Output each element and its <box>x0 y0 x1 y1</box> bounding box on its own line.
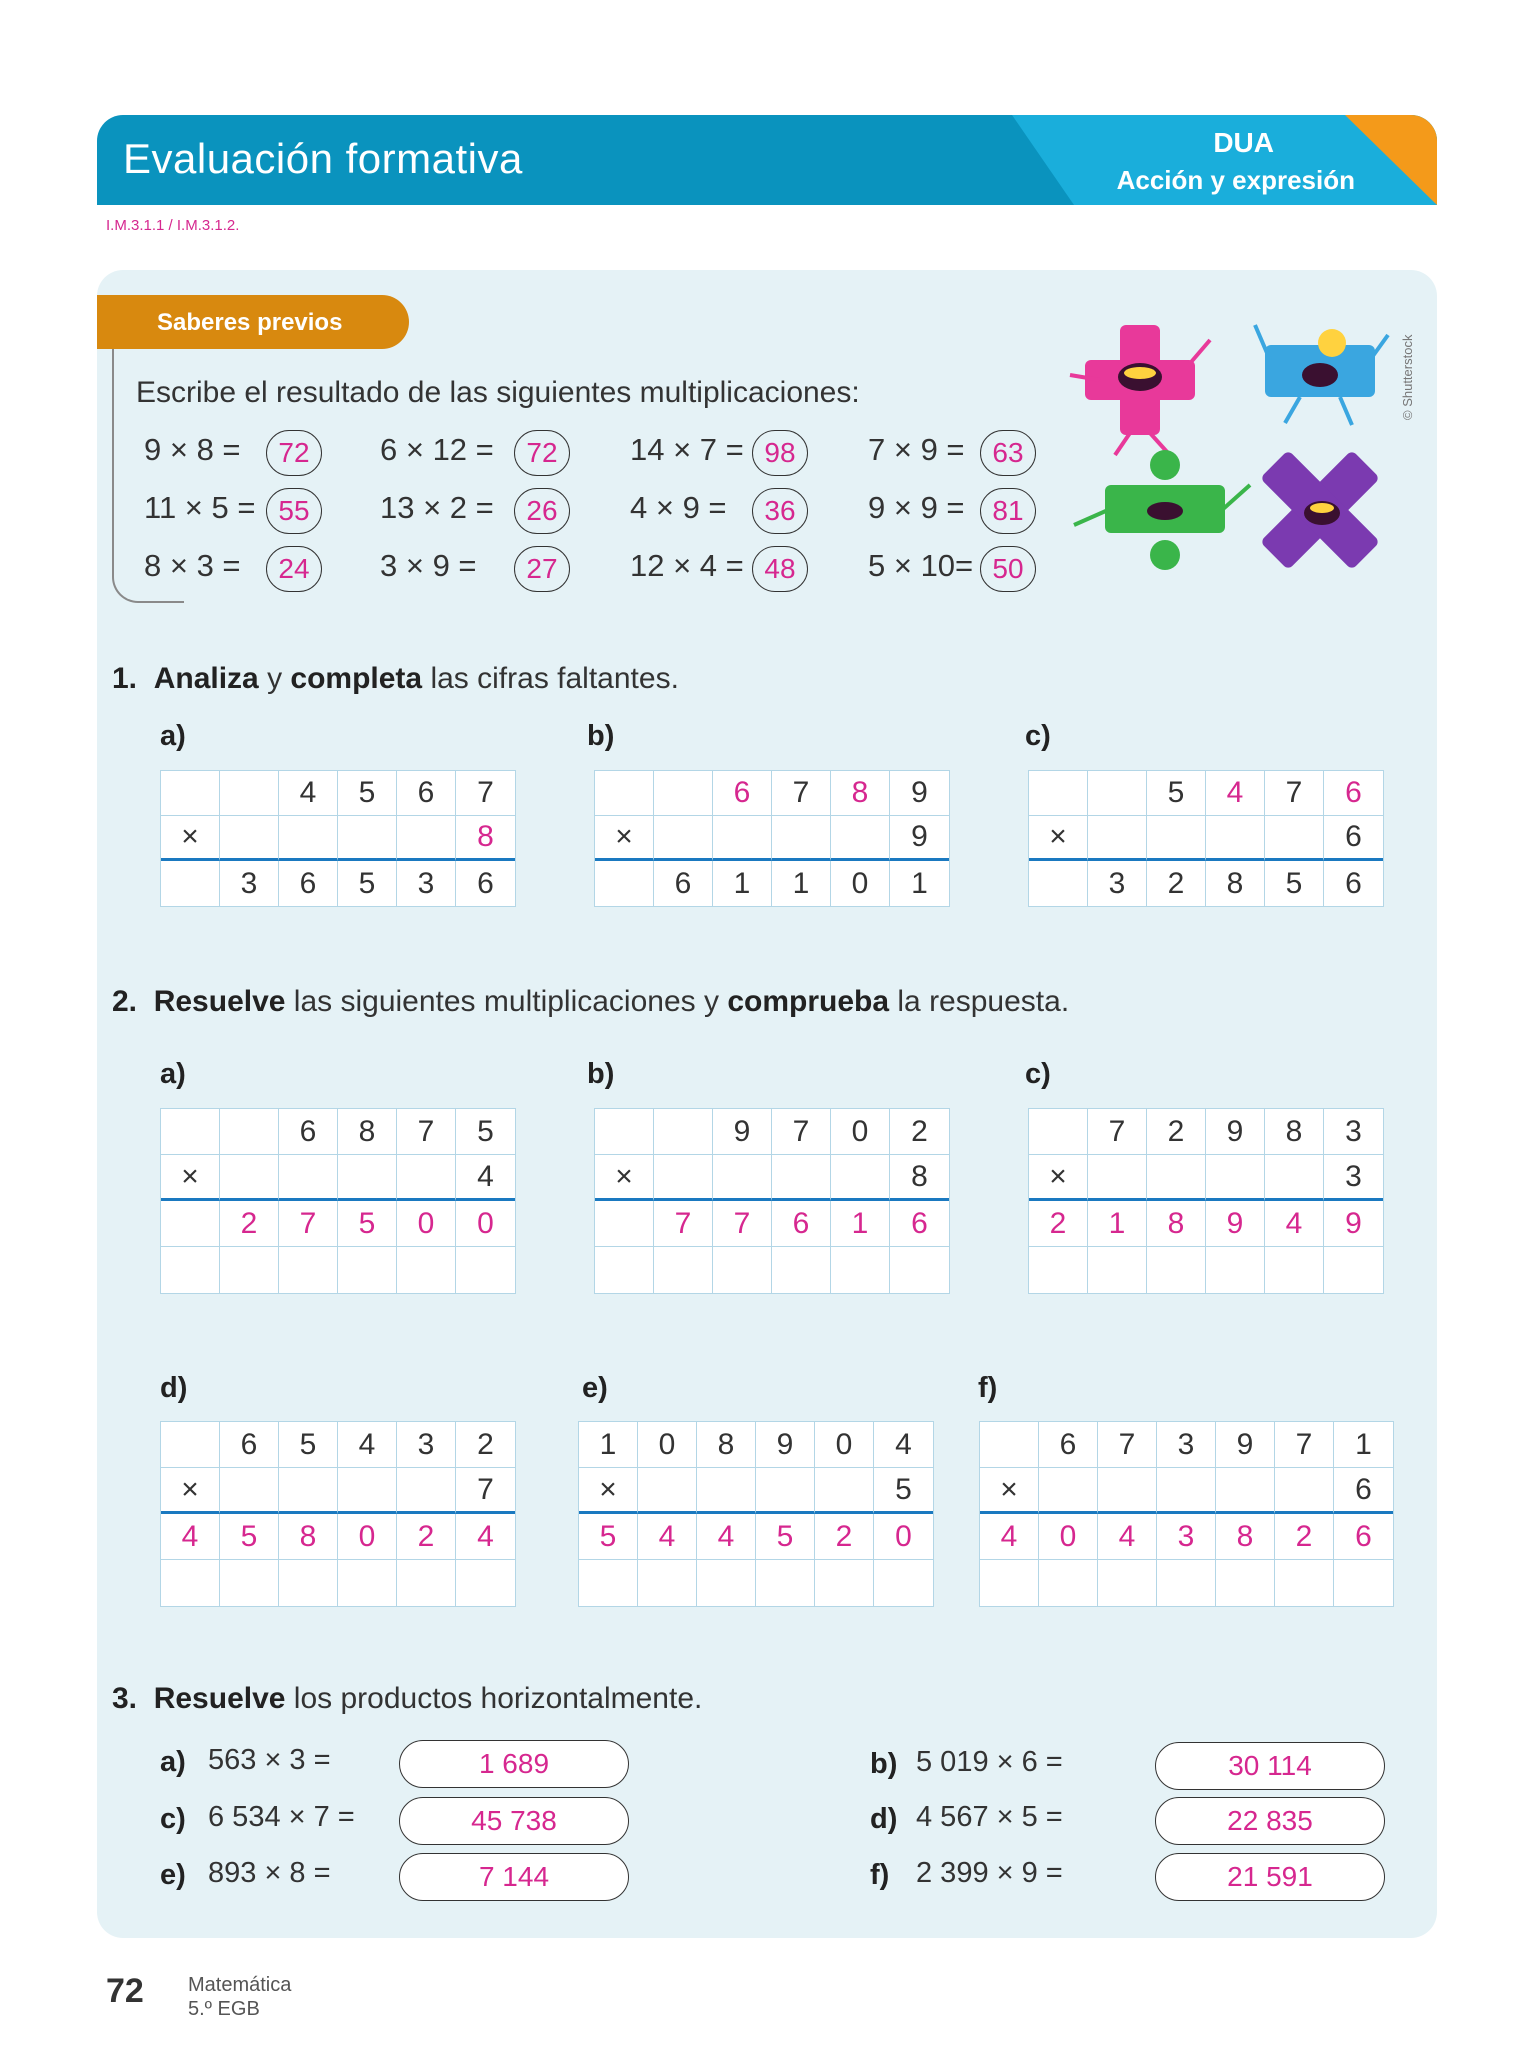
digit-cell <box>772 1155 831 1201</box>
q3-answer-field[interactable]: 30 114 <box>1155 1742 1385 1790</box>
digit-cell: 5 <box>756 1514 815 1560</box>
digit-cell: 4 <box>1206 771 1265 816</box>
digit-cell <box>1265 1155 1324 1201</box>
digit-cell: 6 <box>1334 1468 1393 1514</box>
saberes-expression: 8 × 3 = <box>144 548 241 583</box>
q3-item-expression: 6 534 × 7 = <box>208 1801 355 1833</box>
q3-item-expression: 4 567 × 5 = <box>916 1801 1063 1833</box>
grid-q2-d <box>160 1421 516 1607</box>
digit-cell: 3 <box>397 1422 456 1468</box>
digit-cell <box>161 1109 220 1155</box>
multiply-sign: × <box>1029 816 1088 861</box>
digit-cell: 9 <box>890 816 949 861</box>
digit-cell: 0 <box>1039 1514 1098 1560</box>
digit-cell <box>815 1468 874 1514</box>
digit-cell: 4 <box>697 1514 756 1560</box>
digit-cell: 6 <box>1334 1514 1393 1560</box>
digit-cell <box>338 1560 397 1606</box>
digit-cell <box>279 1468 338 1514</box>
digit-cell <box>220 1247 279 1293</box>
q1-label-a: a) <box>160 720 186 752</box>
q3-answer-field[interactable]: 7 144 <box>399 1853 629 1901</box>
saberes-expression: 13 × 2 = <box>380 490 494 525</box>
digit-cell: 2 <box>397 1514 456 1560</box>
digit-cell: 4 <box>980 1514 1039 1560</box>
q1-number: 1. <box>112 662 138 695</box>
digit-cell <box>638 1468 697 1514</box>
digit-cell: 8 <box>279 1514 338 1560</box>
digit-cell: 8 <box>456 816 515 861</box>
q3-number: 3. <box>112 1682 138 1715</box>
digit-cell <box>980 1560 1039 1606</box>
saberes-answer-pill: 36 <box>752 488 808 534</box>
question-3-title <box>112 1682 702 1716</box>
digit-cell <box>220 1468 279 1514</box>
digit-cell <box>161 1422 220 1468</box>
grid-q1-c <box>1028 770 1384 907</box>
digit-cell: 0 <box>638 1422 697 1468</box>
q2-label-a: a) <box>160 1058 186 1090</box>
digit-cell: 5 <box>1147 771 1206 816</box>
digit-cell: 8 <box>1265 1109 1324 1155</box>
digit-cell <box>1275 1560 1334 1606</box>
digit-cell <box>713 1247 772 1293</box>
q3-item-expression: 2 399 × 9 = <box>916 1857 1063 1889</box>
saberes-expression: 4 × 9 = <box>630 490 727 525</box>
digit-cell <box>1147 1247 1206 1293</box>
digit-cell: 3 <box>1324 1155 1383 1201</box>
digit-cell: 6 <box>654 861 713 906</box>
digit-cell <box>1147 816 1206 861</box>
digit-cell: 3 <box>397 861 456 906</box>
digit-cell <box>279 1247 338 1293</box>
q3-item-expression: 893 × 8 = <box>208 1857 331 1889</box>
saberes-answer-pill: 98 <box>752 430 808 476</box>
digit-cell <box>874 1560 933 1606</box>
digit-cell: 8 <box>831 771 890 816</box>
digit-cell: 5 <box>456 1109 515 1155</box>
saberes-answer-pill: 50 <box>980 546 1036 592</box>
digit-cell: 3 <box>1157 1422 1216 1468</box>
saberes-expression: 5 × 10= <box>868 548 974 583</box>
digit-cell <box>456 1560 515 1606</box>
digit-cell: 0 <box>456 1201 515 1247</box>
digit-cell: 3 <box>1088 861 1147 906</box>
digit-cell: 2 <box>1147 1109 1206 1155</box>
q2-rest: la respuesta. <box>889 985 1070 1018</box>
grid-q2-c <box>1028 1108 1384 1294</box>
multiply-sign: × <box>579 1468 638 1514</box>
digit-cell <box>756 1560 815 1606</box>
digit-cell <box>161 1560 220 1606</box>
digit-cell: 6 <box>279 861 338 906</box>
q3-answer-field[interactable]: 45 738 <box>399 1797 629 1845</box>
q3-item-label: e) <box>160 1859 186 1891</box>
digit-cell <box>638 1560 697 1606</box>
saberes-answer-pill: 27 <box>514 546 570 592</box>
digit-cell <box>980 1422 1039 1468</box>
digit-cell: 1 <box>1334 1422 1393 1468</box>
digit-cell <box>279 1560 338 1606</box>
digit-cell <box>713 816 772 861</box>
curriculum-indicators: I.M.3.1.1 / I.M.3.1.2. <box>106 217 240 234</box>
q2-label-e: e) <box>582 1372 608 1404</box>
digit-cell <box>595 1109 654 1155</box>
digit-cell: 6 <box>713 771 772 816</box>
digit-cell: 4 <box>1098 1514 1157 1560</box>
digit-cell <box>1324 1247 1383 1293</box>
digit-cell: 5 <box>338 861 397 906</box>
pink-plus-monster-icon <box>1070 325 1210 455</box>
image-credit: © Shutterstock <box>1400 334 1415 420</box>
footer-grade: 5.º EGB <box>188 1998 260 2020</box>
saberes-previos-label: Saberes previos <box>157 309 343 336</box>
q2-label-d: d) <box>160 1372 188 1404</box>
saberes-expression: 9 × 8 = <box>144 432 241 467</box>
digit-cell: 8 <box>1216 1514 1275 1560</box>
saberes-previos-tab <box>97 295 409 349</box>
digit-cell <box>831 1247 890 1293</box>
digit-cell: 8 <box>1206 861 1265 906</box>
green-divide-monster-icon <box>1074 450 1250 570</box>
saberes-expression: 14 × 7 = <box>630 432 744 467</box>
digit-cell <box>161 1201 220 1247</box>
digit-cell <box>831 1155 890 1201</box>
q1-verb-analiza: Analiza <box>153 662 259 695</box>
digit-cell: 0 <box>831 861 890 906</box>
grid-q2-e <box>578 1421 934 1607</box>
saberes-answer-pill: 81 <box>980 488 1036 534</box>
q2-verb-comprueba: comprueba <box>727 985 890 1018</box>
digit-cell <box>1265 816 1324 861</box>
q2-connector: las siguientes multiplicaciones y <box>285 985 728 1018</box>
digit-cell: 4 <box>1265 1201 1324 1247</box>
digit-cell <box>697 1560 756 1606</box>
dua-subtitle: Acción y expresión <box>1116 165 1355 195</box>
digit-cell <box>1206 816 1265 861</box>
digit-cell: 9 <box>1206 1201 1265 1247</box>
digit-cell: 2 <box>1147 861 1206 906</box>
digit-cell: 1 <box>713 861 772 906</box>
digit-cell <box>815 1560 874 1606</box>
q2-label-c: c) <box>1025 1058 1051 1090</box>
digit-cell: 9 <box>1216 1422 1275 1468</box>
digit-cell <box>1157 1468 1216 1514</box>
grid-q2-f <box>979 1421 1394 1607</box>
digit-cell: 4 <box>279 771 338 816</box>
digit-cell: 5 <box>338 1201 397 1247</box>
digit-cell <box>1157 1560 1216 1606</box>
digit-cell: 6 <box>1324 816 1383 861</box>
digit-cell <box>1029 861 1088 906</box>
q2-label-f: f) <box>978 1372 998 1404</box>
digit-cell: 3 <box>1157 1514 1216 1560</box>
digit-cell <box>1088 816 1147 861</box>
digit-cell <box>220 1109 279 1155</box>
digit-cell: 4 <box>456 1155 515 1201</box>
digit-cell: 7 <box>1275 1422 1334 1468</box>
digit-cell <box>1216 1560 1275 1606</box>
digit-cell: 3 <box>220 861 279 906</box>
digit-cell: 9 <box>890 771 949 816</box>
digit-cell <box>1088 771 1147 816</box>
digit-cell <box>772 1247 831 1293</box>
dua-title: DUA <box>1213 127 1274 158</box>
digit-cell: 5 <box>874 1468 933 1514</box>
saberes-expression: 7 × 9 = <box>868 432 965 467</box>
digit-cell: 0 <box>815 1422 874 1468</box>
digit-cell: 0 <box>338 1514 397 1560</box>
digit-cell <box>595 771 654 816</box>
digit-cell <box>595 1247 654 1293</box>
saberes-answer-pill: 48 <box>752 546 808 592</box>
digit-cell: 7 <box>456 1468 515 1514</box>
digit-cell: 0 <box>831 1109 890 1155</box>
digit-cell <box>654 771 713 816</box>
digit-cell <box>1147 1155 1206 1201</box>
grid-q1-b <box>594 770 950 907</box>
q3-rest: los productos horizontalmente. <box>285 1682 703 1715</box>
digit-cell: 7 <box>1088 1109 1147 1155</box>
digit-cell: 9 <box>1324 1201 1383 1247</box>
digit-cell <box>279 816 338 861</box>
grid-q2-a <box>160 1108 516 1294</box>
digit-cell <box>161 861 220 906</box>
digit-cell <box>756 1468 815 1514</box>
saberes-answer-pill: 72 <box>514 430 570 476</box>
digit-cell: 7 <box>1098 1422 1157 1468</box>
digit-cell <box>1039 1560 1098 1606</box>
saberes-expression: 11 × 5 = <box>144 490 256 525</box>
digit-cell: 3 <box>1324 1109 1383 1155</box>
digit-cell <box>1206 1247 1265 1293</box>
digit-cell: 6 <box>397 771 456 816</box>
digit-cell: 9 <box>1206 1109 1265 1155</box>
saberes-expression: 3 × 9 = <box>380 548 477 583</box>
digit-cell: 2 <box>1029 1201 1088 1247</box>
q3-item-label: d) <box>870 1803 898 1835</box>
digit-cell: 7 <box>654 1201 713 1247</box>
digit-cell <box>713 1155 772 1201</box>
q2-label-b: b) <box>587 1058 615 1090</box>
digit-cell <box>1206 1155 1265 1201</box>
digit-cell: 9 <box>756 1422 815 1468</box>
digit-cell <box>338 1155 397 1201</box>
digit-cell: 7 <box>1265 771 1324 816</box>
multiply-sign: × <box>595 1155 654 1201</box>
q1-label-c: c) <box>1025 720 1051 752</box>
digit-cell <box>1029 771 1088 816</box>
digit-cell <box>338 1247 397 1293</box>
digit-cell <box>772 816 831 861</box>
digit-cell <box>397 1468 456 1514</box>
multiply-sign: × <box>161 1155 220 1201</box>
section-header <box>97 115 1437 205</box>
digit-cell <box>1098 1468 1157 1514</box>
digit-cell: 4 <box>161 1514 220 1560</box>
digit-cell <box>595 861 654 906</box>
q1-rest: las cifras faltantes. <box>422 662 679 695</box>
digit-cell: 2 <box>890 1109 949 1155</box>
saberes-expression: 9 × 9 = <box>868 490 965 525</box>
digit-cell <box>456 1247 515 1293</box>
digit-cell <box>161 1247 220 1293</box>
q3-item-expression: 563 × 3 = <box>208 1744 331 1776</box>
digit-cell: 7 <box>772 1109 831 1155</box>
q2-number: 2. <box>112 985 138 1018</box>
digit-cell: 1 <box>911 866 928 900</box>
digit-cell: 1 <box>579 1422 638 1468</box>
digit-cell <box>220 771 279 816</box>
digit-cell: 2 <box>815 1514 874 1560</box>
digit-cell: 8 <box>1147 1201 1206 1247</box>
digit-cell: 6 <box>220 1422 279 1468</box>
digit-cell <box>279 1155 338 1201</box>
digit-cell: 7 <box>456 771 515 816</box>
digit-cell: 6 <box>279 1109 338 1155</box>
saberes-expression: 6 × 12 = <box>380 432 494 467</box>
digit-cell <box>890 1247 949 1293</box>
digit-cell <box>1029 1109 1088 1155</box>
saberes-expression: 12 × 4 = <box>630 548 744 583</box>
grid-q2-b <box>594 1108 950 1294</box>
multiply-sign: × <box>161 816 220 861</box>
blue-minus-monster-icon <box>1255 325 1388 425</box>
page-number: 72 <box>106 1972 144 2010</box>
saberes-answer-pill: 63 <box>980 430 1036 476</box>
multiply-sign: × <box>161 1468 220 1514</box>
q3-answer-field[interactable]: 1 689 <box>399 1740 629 1788</box>
digit-cell: 8 <box>338 1109 397 1155</box>
digit-cell <box>1265 1247 1324 1293</box>
digit-cell <box>338 816 397 861</box>
digit-cell: 6 <box>1324 771 1383 816</box>
digit-cell: 1 <box>831 1201 890 1247</box>
digit-cell: 7 <box>772 771 831 816</box>
digit-cell: 4 <box>338 1422 397 1468</box>
digit-cell: 6 <box>890 1201 949 1247</box>
q3-answer-field[interactable]: 22 835 <box>1155 1797 1385 1845</box>
digit-cell <box>654 1247 713 1293</box>
digit-cell <box>654 816 713 861</box>
digit-cell: 7 <box>397 1109 456 1155</box>
multiply-sign: × <box>980 1468 1039 1514</box>
q1-label-b: b) <box>587 720 615 752</box>
digit-cell: 7 <box>279 1201 338 1247</box>
digit-cell: 2 <box>1275 1514 1334 1560</box>
page-title: Evaluación formativa <box>123 135 523 182</box>
digit-cell <box>397 1247 456 1293</box>
multiply-sign: × <box>1029 1155 1088 1201</box>
digit-cell: 5 <box>579 1514 638 1560</box>
digit-cell <box>338 1468 397 1514</box>
digit-cell: 6 <box>1345 866 1362 900</box>
digit-cell: 1 <box>1088 1201 1147 1247</box>
saberes-answer-pill: 55 <box>266 488 322 534</box>
digit-cell: 2 <box>456 1422 515 1468</box>
digit-cell <box>579 1560 638 1606</box>
q1-verb-completa: completa <box>290 662 423 695</box>
digit-cell <box>654 1109 713 1155</box>
digit-cell: 0 <box>874 1514 933 1560</box>
digit-cell <box>1039 1468 1098 1514</box>
digit-cell <box>397 1560 456 1606</box>
digit-cell: 4 <box>638 1514 697 1560</box>
digit-cell: 5 <box>279 1422 338 1468</box>
q3-answer-field[interactable]: 21 591 <box>1155 1853 1385 1901</box>
digit-cell <box>397 1155 456 1201</box>
digit-cell <box>397 816 456 861</box>
multiply-sign: × <box>595 816 654 861</box>
digit-cell <box>697 1468 756 1514</box>
digit-cell: 6 <box>772 1201 831 1247</box>
digit-cell: 2 <box>220 1201 279 1247</box>
q3-item-expression: 5 019 × 6 = <box>916 1746 1063 1778</box>
digit-cell <box>220 816 279 861</box>
grid-q1-a <box>160 770 516 907</box>
digit-cell: 1 <box>772 861 831 906</box>
digit-cell <box>161 771 220 816</box>
math-monsters-illustration <box>1060 315 1400 595</box>
q1-connector: y <box>258 662 291 695</box>
q3-verb-resuelve: Resuelve <box>153 1682 286 1715</box>
digit-cell <box>220 1560 279 1606</box>
q3-item-label: c) <box>160 1803 186 1835</box>
digit-cell <box>595 1201 654 1247</box>
digit-cell: 5 <box>338 771 397 816</box>
q3-item-label: a) <box>160 1746 186 1778</box>
digit-cell: 6 <box>477 866 494 900</box>
q3-item-label: b) <box>870 1748 898 1780</box>
digit-cell: 5 <box>220 1514 279 1560</box>
saberes-answer-pill: 72 <box>266 430 322 476</box>
digit-cell: 5 <box>1265 861 1324 906</box>
digit-cell <box>1216 1468 1275 1514</box>
digit-cell: 4 <box>874 1422 933 1468</box>
digit-cell: 9 <box>713 1109 772 1155</box>
digit-cell <box>1088 1247 1147 1293</box>
digit-cell: 0 <box>397 1201 456 1247</box>
digit-cell: 7 <box>713 1201 772 1247</box>
digit-cell <box>1029 1247 1088 1293</box>
saberes-instruction: Escribe el resultado de las siguientes multiplicaciones: <box>136 376 860 409</box>
saberes-answer-pill: 26 <box>514 488 570 534</box>
digit-cell: 8 <box>890 1155 949 1201</box>
question-2-title <box>112 985 1069 1019</box>
digit-cell: 8 <box>697 1422 756 1468</box>
digit-cell <box>1098 1560 1157 1606</box>
q2-verb-resuelve: Resuelve <box>153 985 286 1018</box>
digit-cell: 6 <box>1039 1422 1098 1468</box>
digit-cell <box>831 816 890 861</box>
question-1-title <box>112 662 679 696</box>
footer-subject: Matemática <box>188 1974 292 1996</box>
q3-item-label: f) <box>870 1859 890 1891</box>
digit-cell: 4 <box>456 1514 515 1560</box>
saberes-answer-pill: 24 <box>266 546 322 592</box>
digit-cell <box>1088 1155 1147 1201</box>
digit-cell <box>654 1155 713 1201</box>
digit-cell <box>1275 1468 1334 1514</box>
digit-cell <box>220 1155 279 1201</box>
digit-cell <box>1334 1560 1393 1606</box>
